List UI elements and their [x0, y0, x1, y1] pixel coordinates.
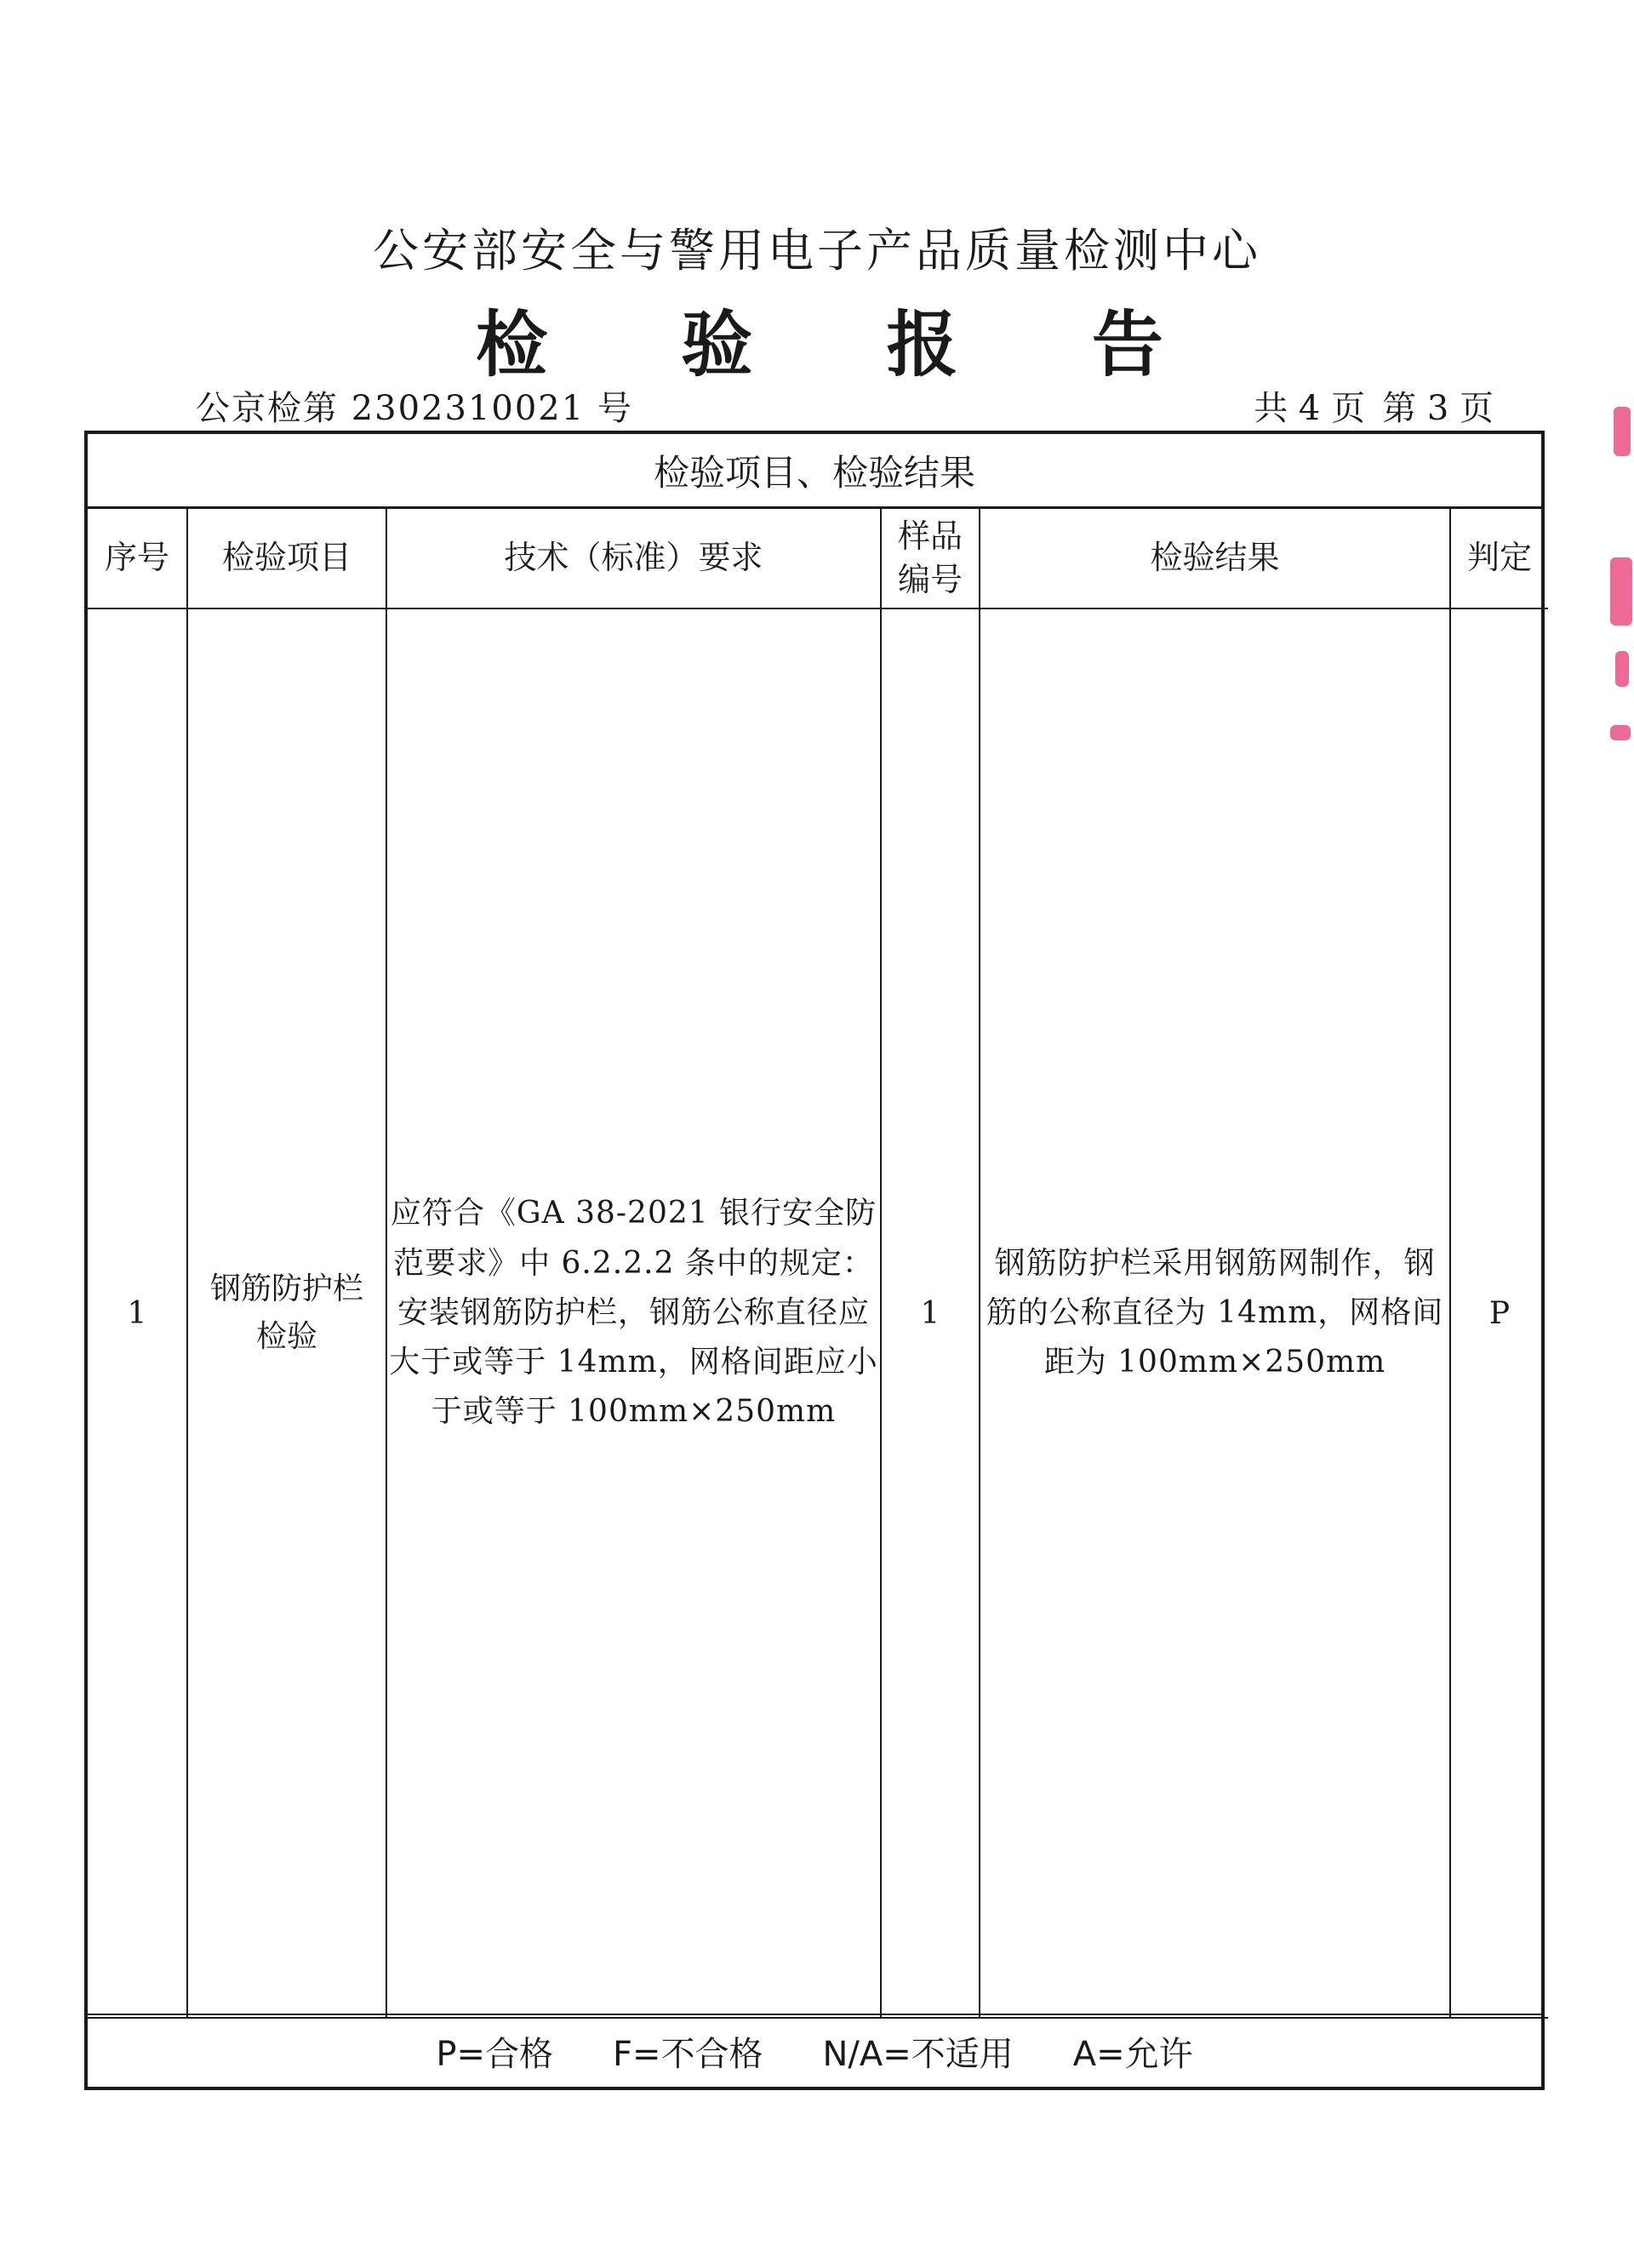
- cell-item: 钢筋防护栏 检验: [187, 608, 386, 2018]
- cell-sample: 1: [881, 608, 980, 2018]
- cell-result: 钢筋防护栏采用钢筋网制作，钢筋的公称直径为 14mm，网格间距为 100mm×250mm: [980, 608, 1450, 2018]
- cell-requirement: 应符合《GA 38-2021 银行安全防范要求》中 6.2.2.2 条中的规定：安装钢筋防护栏，钢筋公称直径应大于或等于 14mm，网格间距应小于或等于 100mm×250mm: [386, 608, 881, 2018]
- legend-not-applicable: N/A=不适用: [822, 2034, 1014, 2074]
- organization-name: 公安部安全与警用电子产品质量检测中心: [373, 224, 1261, 277]
- report-number: 公京检第 2302310021 号: [196, 389, 633, 428]
- header-sample: 样品 编号: [881, 509, 980, 608]
- report-frame: [84, 431, 1545, 2090]
- header-item: 检验项目: [187, 509, 386, 608]
- page-info: [1254, 381, 1494, 430]
- legend-pass: P=合格: [436, 2034, 553, 2074]
- total-pages: 共 4 页: [1254, 389, 1366, 428]
- legend: [88, 2014, 1541, 2087]
- header-verdict: 判定: [1450, 509, 1548, 608]
- legend-fail: F=不合格: [612, 2034, 763, 2074]
- document-title: 检 验 报 告: [476, 302, 1218, 386]
- legend-allowed: A=允许: [1072, 2034, 1193, 2074]
- table-header-row: [88, 509, 1548, 608]
- header-requirement: 技术（标准）要求: [386, 509, 881, 608]
- cell-verdict: P: [1450, 608, 1548, 2018]
- header-result: 检验结果: [980, 509, 1450, 608]
- section-title: 检验项目、检验结果: [88, 434, 1541, 509]
- cell-seq: 1: [88, 608, 187, 2018]
- header-seq: 序号: [88, 509, 187, 608]
- table-row: [88, 608, 1548, 2018]
- results-table: [88, 509, 1548, 2019]
- current-page: 第 3 页: [1382, 389, 1494, 428]
